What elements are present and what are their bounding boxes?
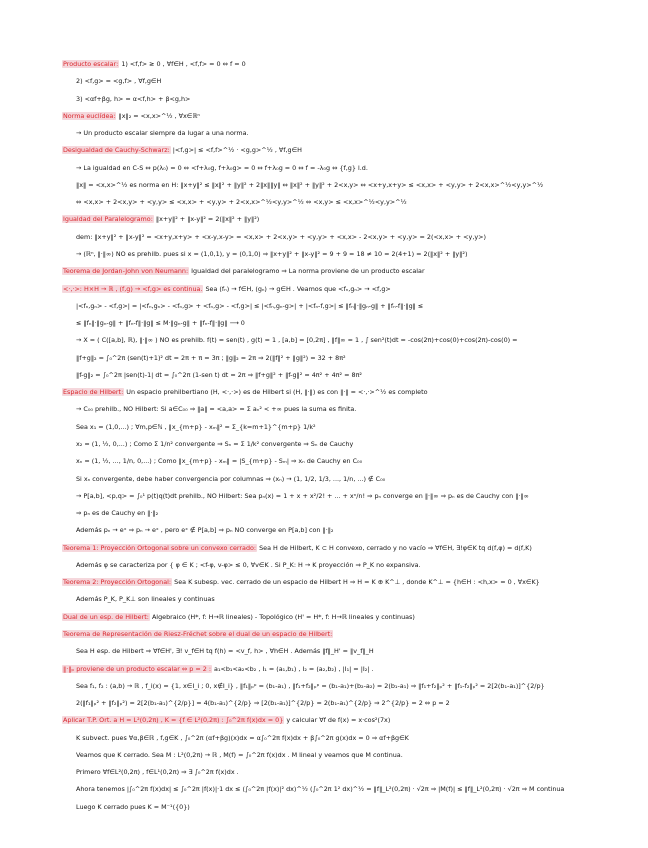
note-text: K subvect. pues ∀α,β∈ℝ , f,g∈K , ∫₀^2π (αf+βg)(x)dx = α∫₀^2π f(x)dx + β∫₀^2π g(x)dx = 0 ⇒ αf+βg∈K	[76, 733, 409, 742]
note-heading: Igualdad del Paralelogramo:	[63, 215, 153, 224]
note-line	[76, 768, 602, 776]
note-text: Además φ se caracteriza por { φ ∈ K ; <f-φ, v-φ> ≤ 0, ∀v∈K . Si P_K: H → K proyección ⇒ P_K no expansiva.	[76, 560, 421, 569]
note-line	[62, 215, 602, 223]
note-line	[76, 440, 602, 448]
note-text: → X = ( C([a,b], ℝ), ‖·‖∞ ) NO es prehilb. f(t) = sen(t) , g(t) = 1 , [a,b] = [0,2π] , ‖f‖∞ = 1 , ∫ sen²(t)dt = -cos(2π)+cos(0)+cos(2π)-cos(0) =	[76, 336, 518, 345]
note-text: Ahora tenemos |∫₀^2π f(x)dx| ≤ ∫₀^2π |f(x)|·1 dx ≤ (∫₀^2π |f(x)|² dx)^½ (∫₀^2π 1² dx)^½ = ‖f‖_L²(0,2π) · √2π ⇒ |M(f)| ≤ ‖f‖_L²(0,2π) · √2π ⇒ M continua	[76, 785, 565, 794]
note-text: y calcular ∀f de f(x) = x·cos²(7x)	[286, 716, 391, 725]
note-text: Sea x₁ = (1,0,...) ; ∀m,p∈ℕ , ‖x_{m+p} - xₘ‖² = Σ_{k=m+1}^{m+p} 1/k²	[76, 422, 316, 431]
note-line	[76, 785, 602, 793]
note-line	[76, 457, 602, 465]
note-heading: Teorema 2: Proyección Ortogonal:	[63, 578, 172, 587]
note-text: → La igualdad en C-S ⇔ p(λ₀) = 0 ⇔ <f+λ₀g, f+λ₀g> = 0 ⇔ f+λ₀g = 0 ⇔ f = -λ₀g ⇔ {f,g} l.d.	[76, 163, 368, 172]
note-text: |<f,g>| ≤ <f,f>^½ · <g,g>^½ , ∀f,g∈H	[172, 146, 302, 155]
note-text: ‖x+y‖² + ‖x-y‖² = 2(‖x‖² + ‖y‖²)	[155, 215, 260, 224]
note-heading: ‖·‖ₚ proviene de un producto escalar ⇔ p = 2 :	[63, 664, 211, 673]
note-text: Veamos que K cerrado. Sea M : L²(0,2π) → ℝ , M(f) = ∫₀^2π f(x)dx . M lineal y veamos que M continua.	[76, 750, 403, 759]
note-line	[76, 751, 602, 759]
note-line	[76, 77, 602, 85]
note-line	[76, 682, 602, 690]
note-line	[76, 492, 602, 500]
note-line	[62, 146, 602, 154]
note-line	[76, 95, 602, 103]
note-line	[76, 302, 602, 310]
note-line	[62, 112, 602, 120]
note-line	[76, 803, 602, 811]
note-line	[76, 647, 602, 655]
note-text: → C₀₀ prehilb., NO Hilbert: Si a∈C₀₀ ⇒ ‖a‖ = <a,a> = Σ aₙ² < +∞ pues la suma es finita.	[76, 405, 357, 414]
note-text: a₁<b₁<a₂<b₂ , I₁ = (a₁,b₁) , I₂ = (a₂,b₂) , |I₁| = |I₂| .	[214, 664, 374, 673]
note-text: ≤ ‖fₙ‖·‖gₙ-g‖ + ‖fₙ-f‖·‖g‖ ≤ M·‖gₙ-g‖ + ‖fₙ-f‖·‖g‖ ⟶ 0	[76, 319, 245, 328]
note-line	[76, 405, 602, 413]
note-text: Luego K cerrado pues K = M⁻¹({0})	[76, 802, 190, 811]
note-line	[62, 285, 602, 293]
note-heading: <·,·>: H×H → ℝ , (f,g) → <f,g> es continua.	[63, 284, 203, 293]
note-text: 1) <f,f> ≥ 0 , ∀f∈H , <f,f> = 0 ⇔ f = 0	[121, 60, 246, 68]
note-text: 3) <αf+βg, h> = α<f,h> + β<g,h>	[76, 94, 191, 103]
note-line	[62, 544, 602, 552]
note-line	[76, 354, 602, 362]
note-text: ‖f-g‖₂ = ∫₀^2π |sen(t)-1| dt = ∫₀^2π (1-sen t) dt = 2π ⇒ ‖f+g‖² + ‖f-g‖² = 4π² + 4π² = 8π²	[76, 370, 362, 379]
note-line	[62, 665, 602, 673]
note-text: x₂ = (1, ½, 0,...) ; Como Σ 1/n² convergente ⇒ Sₙ = Σ 1/k² convergente ⇒ Sₙ de Cauchy	[76, 440, 354, 448]
note-line	[62, 578, 602, 586]
note-heading: Teorema de Jordan-John von Neumann:	[63, 267, 189, 276]
note-text: Además pₙ → eˣ ⇒ pₙ → eˣ , pero eˣ ∉ P[a,b] ⇒ pₙ NO converge en P[a,b] con ‖·‖₂	[76, 526, 334, 535]
note-line	[76, 319, 602, 327]
note-line	[76, 734, 602, 742]
note-text: ‖f+g‖₂ = ∫₀^2π (sen(t)+1)² dt = 2π + π = 3π ; ‖g‖₂ = 2π ⇒ 2(‖f‖² + ‖g‖²) = 32 + 8π²	[76, 353, 346, 362]
note-text: Primero ∀f∈L²(0,2π) , f∈L¹(0,2π) ⇒ ∃ ∫₀^2π f(x)dx .	[76, 768, 239, 777]
note-text: ⇔ <x,x> + 2<x,y> + <y,y> ≤ <x,x> + <y,y> + 2<x,x>^½<y,y>^½ ⇔ <x,y> ≤ <x,x>^½<y,y>^½	[76, 198, 407, 207]
note-line	[76, 233, 602, 241]
note-line	[76, 129, 602, 137]
note-text: → P[a,b], <p,q> = ∫₀¹ p(t)q(t)dt prehilb., NO Hilbert: Sea pₙ(x) = 1 + x + x²/2! + ... + xⁿ/n! ⇒ pₙ converge en ‖·‖∞ ⇒ pₙ es de Cauchy con ‖·‖∞	[76, 491, 529, 500]
note-line	[76, 423, 602, 431]
note-heading: Desigualdad de Cauchy-Schwarz:	[63, 146, 170, 155]
note-line	[62, 388, 602, 396]
note-text: Un espacio prehilbertiano (H, <·,·>) es de Hilbert si (H, ‖·‖) es con ‖·‖ = <·,·>^½ es completo	[126, 388, 428, 397]
note-heading: Espacio de Hilbert:	[63, 388, 124, 397]
note-line	[62, 716, 602, 724]
note-text: ‖x‖₂ = <x,x>^½ , ∀x∈ℝⁿ	[118, 111, 200, 120]
note-text: Sea (fₙ) → f∈H, (gₙ) → g∈H . Veamos que <fₙ,gₙ> → <f,g>	[205, 284, 391, 293]
note-line	[76, 164, 602, 172]
note-heading: Producto escalar:	[63, 60, 119, 68]
note-line	[76, 509, 602, 517]
note-line	[76, 699, 602, 707]
note-text: |<fₙ,gₙ> - <f,g>| = |<fₙ,gₙ> - <fₙ,g> + <fₙ,g> - <f,g>| ≤ |<fₙ,gₙ-g>| + |<fₙ-f,g>| ≤ ‖fₙ‖·‖gₙ-g‖ + ‖fₙ-f‖·‖g‖ ≤	[76, 301, 424, 310]
note-line	[76, 371, 602, 379]
note-line	[76, 250, 602, 258]
note-text: Sea f₁, f₂ : (a,b) → ℝ , f_i(x) = {1, x∈I_i ; 0, x∉I_i} , ‖f₁‖ₚᵖ = (b₁-a₁) , ‖f₁+f₂‖ₚᵖ = (b₁-a₁)+(b₂-a₂) = 2(b₁-a₁) ⇒ ‖f₁+f₂‖ₚ² + ‖f₁-f₂‖ₚ² = 2[2(b₁-a₁)]^{2/p}	[76, 681, 545, 690]
note-text: xₙ = (1, ½, ..., 1/n, 0,...) ; Como ‖x_{m+p} - xₘ‖ = |S_{m+p} - Sₘ| ⇒ xₙ de Cauchy en C₀₀	[76, 457, 363, 466]
note-text: ‖x‖ = <x,x>^½ es norma en H: ‖x+y‖² ≤ ‖x‖² + ‖y‖² + 2‖x‖‖y‖ ⇔ ‖x‖² + ‖y‖² + 2<x,y> ⇔ <x+y,x+y> ≤ <x,x> + <y,y> + 2<x,x>^½<y,y>^½	[76, 180, 544, 189]
note-line	[76, 595, 602, 603]
note-line	[62, 613, 602, 621]
note-line	[62, 267, 602, 275]
handwritten-notes-page	[62, 60, 602, 820]
note-heading: Norma euclídea:	[63, 111, 116, 120]
note-line	[76, 336, 602, 344]
note-line	[62, 60, 602, 68]
note-line	[76, 526, 602, 534]
note-text: → (ℝⁿ, ‖·‖∞) NO es prehilb. pues si x = (1,0,1), y = (0,1,0) ⇒ ‖x+y‖² + ‖x-y‖² = 9 + 9 = 18 ≠ 10 = 2(4+1) = 2(‖x‖² + ‖y‖²)	[76, 250, 468, 258]
note-text: Sea K subesp. vec. cerrado de un espacio de Hilbert H ⇒ H = K ⊕ K^⊥ , donde K^⊥ = {h∈H : <h,x> = 0 , ∀x∈K}	[174, 578, 540, 587]
note-heading: Dual de un esp. de Hilbert:	[63, 612, 149, 621]
note-heading: Aplicar T.P. Ort. a H = L²(0,2π) , K = {f ∈ L²(0,2π) : ∫₀^2π f(x)dx = 0}	[63, 716, 284, 725]
note-text: 2) <f,g> = <g,f> , ∀f,g∈H	[76, 77, 162, 86]
note-text: Sea H de Hilbert, K ⊂ H convexo, cerrado y no vacío ⇒ ∀f∈H, ∃!φ∈K tq d(f,φ) = d(f,K)	[259, 543, 532, 552]
note-heading: Teorema 1: Proyección Ortogonal sobre un convexo cerrado:	[63, 543, 257, 552]
note-line	[76, 181, 602, 189]
note-text: Sea H esp. de Hilbert ⇒ ∀f∈H', ∃! v_f∈H tq f(h) = <v_f, h> , ∀h∈H . Además ‖f‖_H' = ‖v_f‖_H	[76, 647, 374, 656]
note-line	[62, 630, 602, 638]
note-line	[76, 198, 602, 206]
note-text: Igualdad del paralelogramo ⇒ La norma proviene de un producto escalar	[191, 267, 425, 276]
note-text: ⇒ pₙ es de Cauchy en ‖·‖₂	[76, 509, 159, 518]
note-heading: Teorema de Representación de Riesz-Fréchet sobre el dual de un espacio de Hilbert:	[63, 630, 333, 638]
note-text: dem: ‖x+y‖² + ‖x-y‖² = <x+y,x+y> + <x-y,x-y> = <x,x> + 2<x,y> + <y,y> + <x,x> - 2<x,y> + <y,y> = 2(<x,x> + <y,y>)	[76, 232, 486, 241]
note-text: Además P_K, P_K⊥ son lineales y continuas	[76, 595, 215, 604]
note-text: → Un producto escalar siempre da lugar a una norma.	[76, 129, 249, 138]
note-text: 2(‖f₁‖ₚ² + ‖f₂‖ₚ²) = 2[2(b₁-a₁)^{2/p}] = 4(b₁-a₁)^{2/p} ⇒ [2(b₁-a₁)]^{2/p} = 2(b₁-a₁)^{2/p} ⇒ 2^{2/p} = 2 ⇔ p = 2	[76, 699, 450, 708]
note-text: Algebraico (H*, f: H→ℝ lineales) - Topológico (H' = H*, f: H→ℝ lineales y continuas)	[151, 612, 415, 621]
note-line	[76, 561, 602, 569]
note-line	[76, 475, 602, 483]
note-text: Si xₙ convergente, debe haber convergencia por columnas ⇒ (xₙ) → (1, 1/2, 1/3, ..., 1/n, ...) ∉ C₀₀	[76, 474, 386, 483]
